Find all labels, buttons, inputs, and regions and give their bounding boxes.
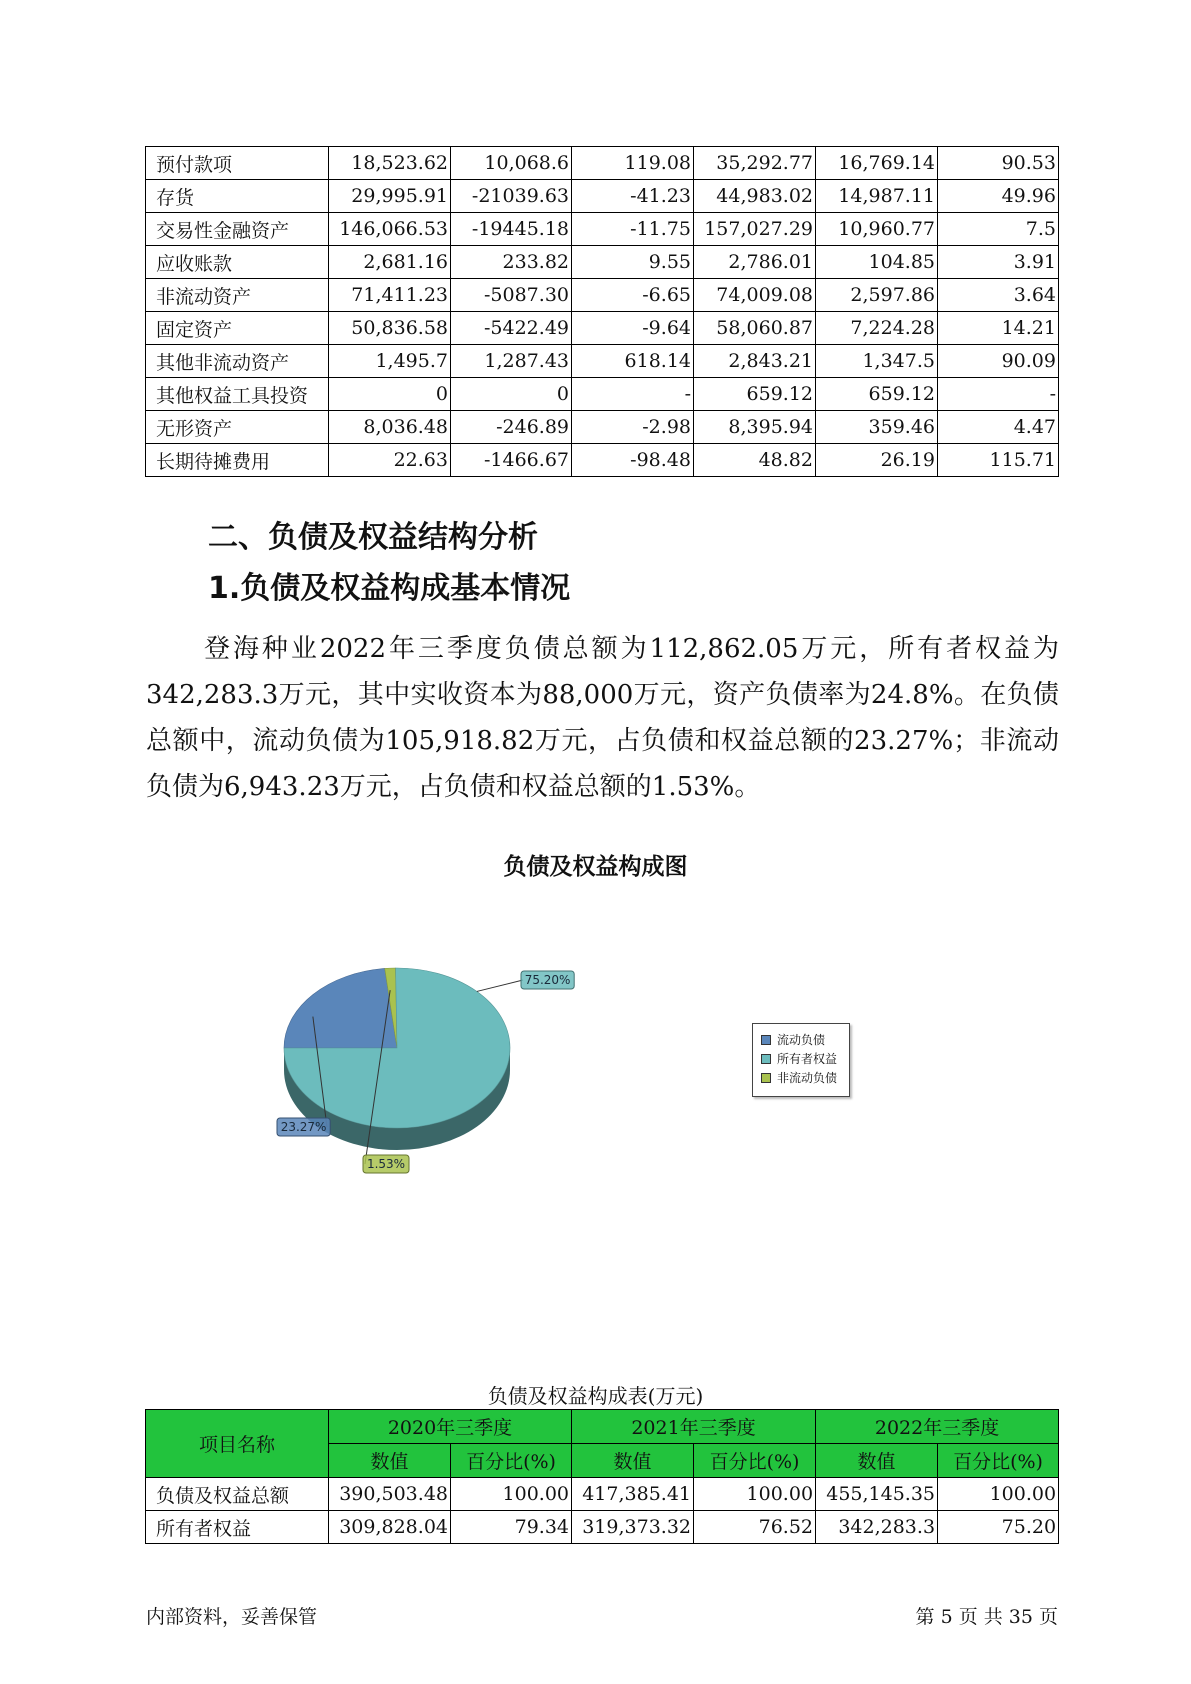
table-cell: 90.09 [938, 345, 1059, 378]
row-label: 非流动资产 [146, 279, 329, 312]
table-cell: -2.98 [572, 411, 694, 444]
table-cell: 10,068.6 [451, 147, 572, 180]
table-row [146, 1511, 1059, 1544]
table-cell: - [938, 378, 1059, 411]
header-percent: 百分比(%) [451, 1444, 572, 1478]
row-label: 预付款项 [146, 147, 329, 180]
table-row [146, 213, 1059, 246]
pie-slice [284, 968, 397, 1048]
row-label: 固定资产 [146, 312, 329, 345]
footer-page-number: 第 5 页 共 35 页 [915, 1606, 1058, 1628]
table-cell: 1,347.5 [816, 345, 938, 378]
data-label: 1.53% [366, 1157, 406, 1171]
table-cell: 90.53 [938, 147, 1059, 180]
legend-item-owner-equity [761, 1049, 849, 1068]
table-cell: 35,292.77 [694, 147, 816, 180]
table-row [146, 147, 1059, 180]
table-cell: 1,287.43 [451, 345, 572, 378]
table-cell: 359.46 [816, 411, 938, 444]
table-row [146, 345, 1059, 378]
legend-label: 流动负债 [777, 1033, 826, 1047]
table-row [146, 378, 1059, 411]
table-cell: 44,983.02 [694, 180, 816, 213]
table-cell: 2,597.86 [816, 279, 938, 312]
row-label: 其他权益工具投资 [146, 378, 329, 411]
table-cell: 618.14 [572, 345, 694, 378]
table-cell: -1466.67 [451, 444, 572, 477]
table-cell: -246.89 [451, 411, 572, 444]
table-cell: 3.64 [938, 279, 1059, 312]
table-cell: 390,503.48 [329, 1478, 451, 1511]
table-cell: 1,495.7 [329, 345, 451, 378]
table-cell: 29,995.91 [329, 180, 451, 213]
table-cell: 50,836.58 [329, 312, 451, 345]
table-cell: 7,224.28 [816, 312, 938, 345]
legend-swatch [761, 1054, 771, 1064]
header-item-name: 项目名称 [146, 1410, 329, 1478]
table-cell: 100.00 [938, 1478, 1059, 1511]
legend-item-noncurrent-liabilities [761, 1068, 849, 1087]
table-cell: 342,283.3 [816, 1511, 938, 1544]
table-cell: 3.91 [938, 246, 1059, 279]
table-cell: 4.47 [938, 411, 1059, 444]
table-cell: 455,145.35 [816, 1478, 938, 1511]
table-cell: 8,036.48 [329, 411, 451, 444]
table-cell: 8,395.94 [694, 411, 816, 444]
data-label: 75.20% [524, 973, 571, 987]
header-value: 数值 [329, 1444, 451, 1478]
row-label: 其他非流动资产 [146, 345, 329, 378]
chart-title: 负债及权益构成图 [503, 854, 688, 880]
legend-item-current-liabilities [761, 1030, 849, 1049]
table-cell: 2,681.16 [329, 246, 451, 279]
table-cell: 49.96 [938, 180, 1059, 213]
callout-line [477, 980, 523, 991]
asset-change-table [145, 146, 1059, 477]
header-percent: 百分比(%) [938, 1444, 1059, 1478]
table-cell: 7.5 [938, 213, 1059, 246]
table-cell: 0 [451, 378, 572, 411]
row-label: 无形资产 [146, 411, 329, 444]
table-cell: 100.00 [451, 1478, 572, 1511]
row-label: 所有者权益 [146, 1511, 329, 1544]
table-cell: 71,411.23 [329, 279, 451, 312]
legend-label: 所有者权益 [777, 1052, 838, 1066]
table-cell: -19445.18 [451, 213, 572, 246]
row-label: 存货 [146, 180, 329, 213]
table-cell: 100.00 [694, 1478, 816, 1511]
table-cell: -98.48 [572, 444, 694, 477]
table-cell: 319,373.32 [572, 1511, 694, 1544]
header-percent: 百分比(%) [694, 1444, 816, 1478]
table-caption: 负债及权益构成表(万元) [487, 1384, 704, 1408]
table-cell: 74,009.08 [694, 279, 816, 312]
table-row [146, 444, 1059, 477]
table-cell: 0 [329, 378, 451, 411]
table-cell: 659.12 [816, 378, 938, 411]
table-cell: -9.64 [572, 312, 694, 345]
table-cell: 146,066.53 [329, 213, 451, 246]
table-cell: 79.34 [451, 1511, 572, 1544]
table-cell: 22.63 [329, 444, 451, 477]
table-cell: -21039.63 [451, 180, 572, 213]
table-cell: 233.82 [451, 246, 572, 279]
table-cell: -11.75 [572, 213, 694, 246]
section-heading: 二、负债及权益结构分析 [208, 520, 538, 555]
table-row [146, 279, 1059, 312]
analysis-paragraph: 登海种业2022年三季度负债总额为112,862.05万元，所有者权益为342,283.3万元，其中实收资本为88,000万元，资产负债率为24.8%。在负债总额中，流动负债为105,918.82万元，占负债和权益总额的23.27%；非流动负债为6,943.23万元，占负债和权益总额的1.53%。 [146, 634, 1059, 802]
header-period: 2021年三季度 [572, 1410, 816, 1444]
table-cell: 48.82 [694, 444, 816, 477]
table-cell: 115.71 [938, 444, 1059, 477]
table-cell: 10,960.77 [816, 213, 938, 246]
row-label: 负债及权益总额 [146, 1478, 329, 1511]
header-value: 数值 [816, 1444, 938, 1478]
table-cell: -6.65 [572, 279, 694, 312]
table-cell: -41.23 [572, 180, 694, 213]
table-cell: -5087.30 [451, 279, 572, 312]
table-cell: 76.52 [694, 1511, 816, 1544]
table-cell: 75.20 [938, 1511, 1059, 1544]
table-cell: -5422.49 [451, 312, 572, 345]
table-row [146, 411, 1059, 444]
header-period: 2022年三季度 [816, 1410, 1059, 1444]
table-cell: 26.19 [816, 444, 938, 477]
table-cell: 9.55 [572, 246, 694, 279]
table-cell: 157,027.29 [694, 213, 816, 246]
table-cell: 58,060.87 [694, 312, 816, 345]
table-cell: 104.85 [816, 246, 938, 279]
legend-label: 非流动负债 [777, 1071, 838, 1085]
table-cell: 14.21 [938, 312, 1059, 345]
liability-equity-table [145, 1409, 1059, 1544]
table-cell: 16,769.14 [816, 147, 938, 180]
table-row [146, 180, 1059, 213]
table-cell: 659.12 [694, 378, 816, 411]
row-label: 应收账款 [146, 246, 329, 279]
table-cell: - [572, 378, 694, 411]
table-cell: 309,828.04 [329, 1511, 451, 1544]
footer-confidential: 内部资料，妥善保管 [146, 1606, 318, 1628]
table-cell: 18,523.62 [329, 147, 451, 180]
header-period: 2020年三季度 [329, 1410, 572, 1444]
table-row [146, 312, 1059, 345]
header-value: 数值 [572, 1444, 694, 1478]
pie-chart [240, 900, 800, 1180]
table-cell: 119.08 [572, 147, 694, 180]
table-row [146, 246, 1059, 279]
row-label: 交易性金融资产 [146, 213, 329, 246]
legend-swatch [761, 1035, 771, 1045]
table-row [146, 1478, 1059, 1511]
legend-swatch [761, 1073, 771, 1083]
chart-legend [752, 1023, 850, 1097]
table-cell: 2,843.21 [694, 345, 816, 378]
section-subheading: 1.负债及权益构成基本情况 [208, 571, 571, 606]
table-cell: 2,786.01 [694, 246, 816, 279]
data-label: 23.27% [280, 1120, 327, 1134]
table-cell: 417,385.41 [572, 1478, 694, 1511]
row-label: 长期待摊费用 [146, 444, 329, 477]
table-cell: 14,987.11 [816, 180, 938, 213]
